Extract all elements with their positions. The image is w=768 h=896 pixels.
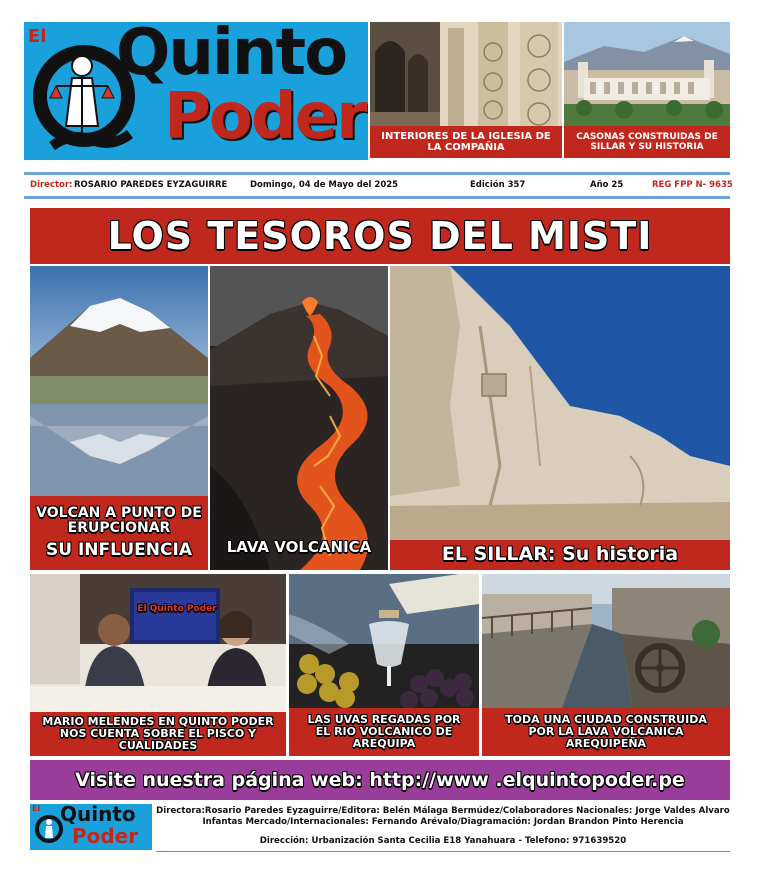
- teaser-caption-2: CASONAS CONSTRUIDAS DE SILLAR Y SU HISTORIA: [564, 126, 730, 158]
- studio-screen-logo: El Quinto Poder: [137, 604, 217, 614]
- sillar-photo: [390, 266, 730, 540]
- footer-credits-line2: Infantas Mercado/Internacionales: Fernando Arévalo/Diagramación: Jordan Brandon Pinto Herencia: [202, 817, 684, 828]
- edition-number: Edición 357: [470, 180, 526, 190]
- volcano-caption-line1: VOLCAN A PUNTO DE ERUPCIONAR: [36, 504, 202, 537]
- masthead-word-quinto: Quinto: [116, 22, 347, 90]
- headline: LOS TESOROS DEL MISTI: [30, 208, 730, 264]
- issue-date: Domingo, 04 de Mayo del 2025: [250, 180, 399, 190]
- mill-caption: TODA UNA CIUDAD CONSTRUIDA POR LA LAVA VOLCANICA AREQUIPEÑA: [482, 708, 730, 756]
- mill-photo: [482, 574, 730, 708]
- website-banner[interactable]: [30, 760, 730, 800]
- grapes-caption: LAS UVAS REGADAS POR EL RIO VOLCANICO DE AREQUIPA: [289, 708, 479, 756]
- masthead-prefix: El: [28, 26, 47, 47]
- sillar-caption: EL SILLAR: Su historia: [390, 540, 730, 570]
- volcano-caption-line2: SU INFLUENCIA: [46, 540, 192, 561]
- issue-year: Año 25: [590, 180, 624, 190]
- director-label: Director:: [30, 180, 73, 190]
- footer-logo-poder: Poder: [72, 824, 139, 848]
- grapes-photo: [289, 574, 479, 708]
- interview-photo: [30, 574, 286, 712]
- teaser-caption-1: INTERIORES DE LA IGLESIA DE LA COMPAÑIA: [370, 126, 562, 158]
- registration-number: REG FPP N- 9635: [652, 180, 733, 190]
- footer-credits: [156, 806, 730, 828]
- teaser-photo-cloister: [370, 22, 562, 126]
- footer-logo: [30, 804, 152, 850]
- lava-photo: [210, 266, 388, 570]
- masthead: [24, 22, 368, 160]
- volcano-caption: [30, 496, 208, 570]
- masthead-word-poder: Poder: [164, 80, 366, 154]
- footer-credits-line1: Directora:Rosario Paredes Eyzaguirre/Editora: Belén Málaga Bermúdez/Colaboradores Nacionales: Jorge Valdes Alvaro: [156, 806, 730, 816]
- lava-caption: LAVA VOLCANICA: [226, 537, 372, 556]
- meta-rule-top: [24, 172, 730, 175]
- meta-row: [30, 180, 733, 192]
- director-name: ROSARIO PAREDES EYZAGUIRRE: [74, 180, 228, 190]
- website-banner-text: Visite nuestra página web: http://www .elquintopoder.pe: [75, 769, 685, 791]
- interview-caption: MARIO MELENDES EN QUINTO PODER NOS CUENTA SOBRE EL PISCO Y CUALIDADES: [30, 712, 286, 756]
- footer-logo-quinto: Quinto: [60, 804, 136, 826]
- meta-rule-bottom: [24, 196, 730, 199]
- footer-logo-prefix: El: [32, 804, 41, 813]
- footer-address: Dirección: Urbanización Santa Cecilia E18 Yanahuara - Telefono: 971639520: [259, 836, 627, 846]
- footer-rule: [156, 851, 730, 852]
- teaser-photo-city: [564, 22, 730, 126]
- volcano-photo: [30, 266, 208, 496]
